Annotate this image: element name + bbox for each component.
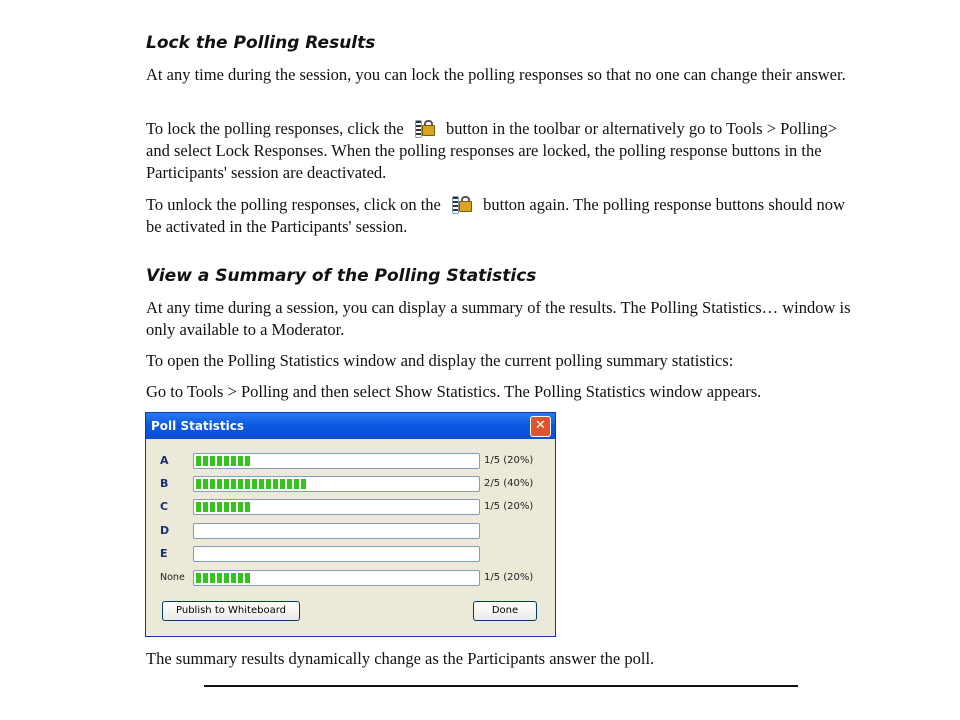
option-label: B — [160, 477, 169, 490]
paragraph-text-after: button again. The polling response buttons should now be activated in the Participants' session. — [146, 195, 845, 236]
option-value: 1/5 (20%) — [484, 501, 534, 512]
footer-divider — [204, 685, 798, 687]
option-value: 2/5 (40%) — [484, 478, 534, 489]
paragraph-statistics-intro: At any time during a session, you can display a summary of the results. The Polling Statistics… window is only available to a Moderator. — [146, 298, 851, 339]
option-label: E — [160, 547, 168, 560]
poll-row-a — [146, 453, 555, 469]
section-heading-statistics: View a Summary of the Polling Statistics — [146, 266, 537, 286]
progress-bar — [193, 570, 480, 586]
progress-fill — [196, 456, 252, 466]
progress-fill — [196, 573, 252, 583]
option-label: None — [160, 572, 185, 583]
poll-row-d — [146, 523, 555, 539]
progress-fill — [196, 502, 252, 512]
paragraph-statistics-open: To open the Polling Statistics window and display the current polling summary statistics: — [146, 351, 734, 370]
paragraph-text-after: button in the toolbar or alternatively go to Tools > Polling> and select Lock Responses. When the polling responses are locked, the polling response buttons in the Participants' session are deactivated. — [146, 119, 838, 182]
poll-row-b — [146, 476, 555, 492]
publish-to-whiteboard-button[interactable]: Publish to Whiteboard — [162, 601, 300, 621]
option-label: D — [160, 524, 170, 537]
window-title: Poll Statistics — [151, 419, 245, 433]
paragraph-statistics-steps: Go to Tools > Polling and then select Show Statistics. The Polling Statistics window appears. — [146, 382, 762, 401]
paragraph-text-before: To lock the polling responses, click the — [146, 119, 404, 138]
progress-bar — [193, 546, 480, 562]
poll-statistics-window — [145, 412, 556, 637]
poll-row-e — [146, 546, 555, 562]
paragraph-lock-intro: At any time during the session, you can lock the polling responses so that no one can change their answer. — [146, 65, 846, 84]
close-icon[interactable]: ✕ — [530, 416, 551, 437]
paragraph-text-before: To unlock the polling responses, click on the — [146, 195, 441, 214]
paragraph-footer: The summary results dynamically change as the Participants answer the poll. — [146, 649, 655, 668]
progress-fill — [196, 479, 308, 489]
option-value: 1/5 (20%) — [484, 455, 534, 466]
option-label: C — [160, 500, 169, 513]
progress-bar — [193, 499, 480, 515]
progress-bar — [193, 453, 480, 469]
progress-bar — [193, 523, 480, 539]
window-titlebar — [146, 413, 555, 439]
option-label: A — [160, 454, 169, 467]
poll-row-c — [146, 499, 555, 515]
section-heading-lock: Lock the Polling Results — [146, 33, 376, 53]
lock-responses-icon — [414, 119, 436, 137]
progress-bar — [193, 476, 480, 492]
lock-responses-icon — [451, 195, 473, 213]
paragraph-unlock-instructions — [146, 194, 858, 238]
done-button[interactable]: Done — [473, 601, 537, 621]
option-value: 1/5 (20%) — [484, 572, 534, 583]
poll-row-none — [146, 570, 555, 586]
paragraph-lock-instructions — [146, 118, 858, 184]
